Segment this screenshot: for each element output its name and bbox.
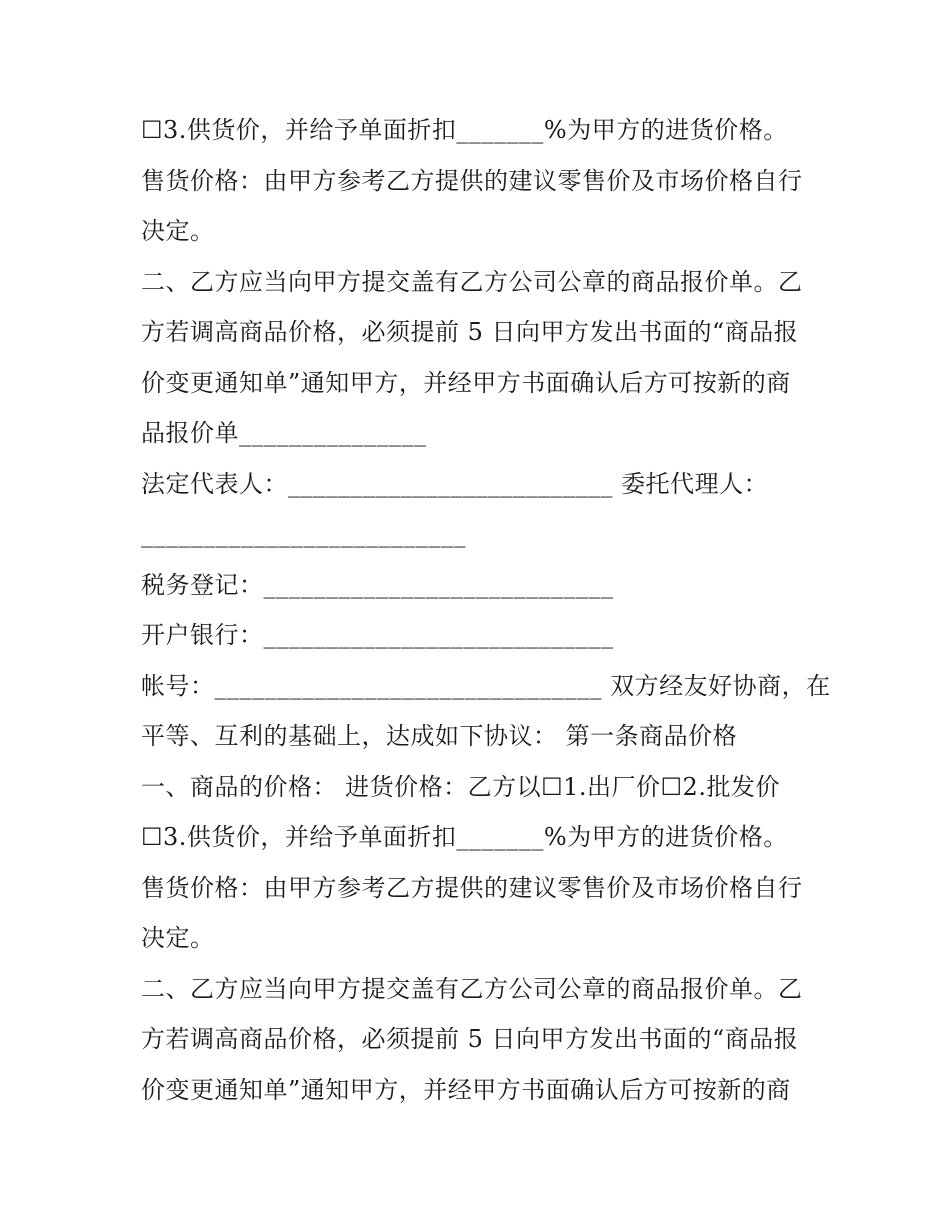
text-line: 价变更通知单”通知甲方，并经甲方书面确认后方可按新的商: [141, 1075, 791, 1104]
text-line: 售货价格：由甲方参考乙方提供的建议零售价及市场价格自行: [141, 166, 803, 195]
text-line: 决定。: [141, 924, 215, 952]
text-line: 品报价单_______________: [141, 419, 427, 447]
text-line: 平等、互利的基础上，达成如下协议： 第一条商品价格: [141, 722, 738, 750]
text-line: ☐3.供货价，并给予单面折扣_______%为甲方的进货价格。: [141, 116, 788, 144]
text-line: 方若调高商品价格，必须提前 5 日向甲方发出书面的“商品报: [141, 318, 799, 346]
text-line: 决定。: [141, 217, 215, 245]
text-line: 法定代表人：__________________________ 委托代理人：: [141, 469, 769, 498]
text-line: 帐号：_______________________________ 双方经友好协商，在: [141, 671, 831, 700]
text-line: __________________________: [141, 520, 466, 548]
text-line: 开户银行：____________________________: [141, 621, 614, 649]
text-line: 税务登记：____________________________: [141, 570, 614, 599]
text-line: 二、乙方应当向甲方提交盖有乙方公司公章的商品报价单。乙: [141, 267, 803, 296]
text-line: 一、商品的价格： 进货价格：乙方以☐1.出厂价☐2.批发价: [141, 772, 780, 801]
text-line: 价变更通知单”通知甲方，并经甲方书面确认后方可按新的商: [141, 368, 791, 397]
document-page: [141, 105, 831, 1115]
text-line: 方若调高商品价格，必须提前 5 日向甲方发出书面的“商品报: [141, 1025, 799, 1053]
text-line: 售货价格：由甲方参考乙方提供的建议零售价及市场价格自行: [141, 873, 803, 902]
text-line: ☐3.供货价，并给予单面折扣_______%为甲方的进货价格。: [141, 823, 788, 851]
text-line: 二、乙方应当向甲方提交盖有乙方公司公章的商品报价单。乙: [141, 974, 803, 1003]
